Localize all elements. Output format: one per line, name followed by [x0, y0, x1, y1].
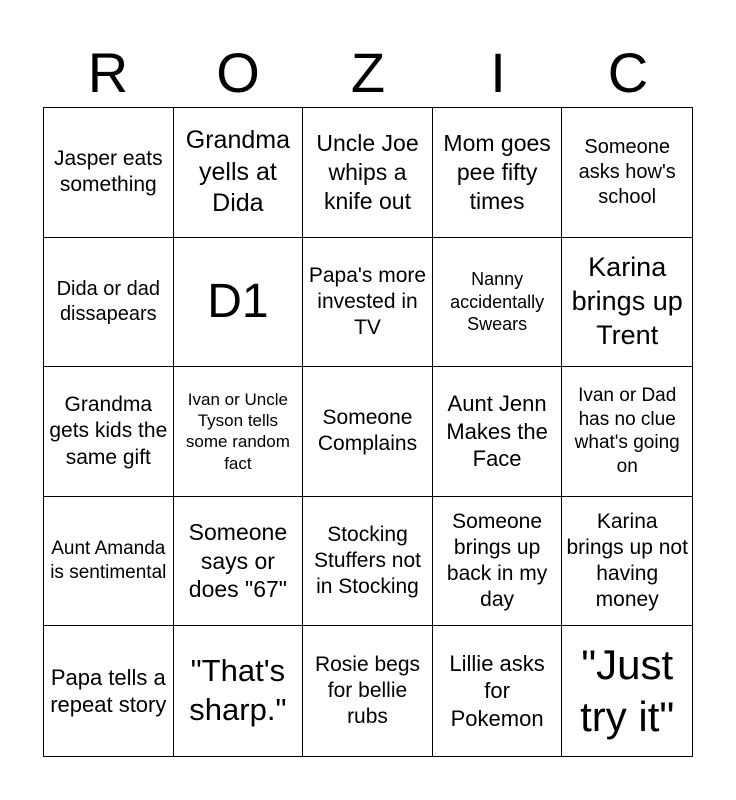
- bingo-cell[interactable]: [303, 238, 433, 368]
- bingo-cell-text: Mom goes pee fifty times: [443, 130, 551, 214]
- bingo-cell[interactable]: [433, 367, 563, 497]
- bingo-cell-text: Someone brings up back in my day: [446, 509, 548, 612]
- bingo-cell[interactable]: [303, 497, 433, 627]
- bingo-cell[interactable]: [174, 626, 304, 756]
- bingo-cell[interactable]: [44, 626, 174, 756]
- bingo-cell-text: Nanny accidentally Swears: [450, 269, 545, 335]
- bingo-cell-text: Someone asks how's school: [578, 135, 676, 208]
- bingo-cell[interactable]: [44, 108, 174, 238]
- bingo-cell[interactable]: [174, 108, 304, 238]
- header-letter-o: O: [216, 41, 260, 104]
- bingo-cell-text: Lillie asks for Pokemon: [449, 650, 545, 731]
- bingo-cell[interactable]: [562, 497, 692, 627]
- bingo-cell[interactable]: [174, 497, 304, 627]
- bingo-cell-text: Grandma yells at Dida: [185, 126, 290, 217]
- bingo-cell[interactable]: [433, 626, 563, 756]
- bingo-cell-text: "Just try it": [580, 640, 675, 741]
- bingo-cell-text: Aunt Amanda is sentimental: [50, 538, 167, 584]
- header-letter-i: I: [490, 41, 506, 104]
- bingo-cell-text: Grandma gets kids the same gift: [49, 393, 168, 469]
- bingo-cell[interactable]: [433, 238, 563, 368]
- bingo-free-cell[interactable]: [174, 238, 304, 368]
- bingo-cell[interactable]: [174, 367, 304, 497]
- bingo-cell[interactable]: [562, 108, 692, 238]
- bingo-cell[interactable]: [44, 238, 174, 368]
- bingo-cell-text: Ivan or Dad has no clue what's going on: [574, 384, 680, 478]
- bingo-cell[interactable]: [44, 497, 174, 627]
- bingo-cell[interactable]: [303, 108, 433, 238]
- bingo-cell[interactable]: [562, 367, 692, 497]
- header-letter-c: C: [607, 41, 649, 104]
- header-letter-z: Z: [350, 41, 386, 104]
- bingo-cell-text: Papa tells a repeat story: [50, 664, 167, 718]
- bingo-cell-text: "That's sharp.": [189, 653, 287, 728]
- bingo-cell-text: Ivan or Uncle Tyson tells some random fact: [185, 389, 290, 473]
- bingo-cell-text: Karina brings up not having money: [566, 509, 688, 612]
- bingo-cell-text: Jasper eats something: [54, 147, 163, 197]
- bingo-board: [43, 107, 693, 757]
- bingo-cell[interactable]: [433, 108, 563, 238]
- bingo-cell[interactable]: [303, 367, 433, 497]
- bingo-cell-text: Someone Complains: [317, 406, 418, 456]
- bingo-cell-text: D1: [207, 274, 269, 328]
- bingo-cell-text: Uncle Joe whips a knife out: [316, 130, 419, 214]
- bingo-cell[interactable]: [303, 626, 433, 756]
- bingo-cell-text: Rosie begs for bellie rubs: [314, 652, 421, 729]
- bingo-cell-text: Aunt Jenn Makes the Face: [446, 391, 548, 472]
- bingo-cell[interactable]: [562, 626, 692, 756]
- bingo-cell-text: Papa's more invested in TV: [308, 263, 427, 340]
- bingo-cell[interactable]: [44, 367, 174, 497]
- bingo-cell-text: Someone says or does "67": [188, 518, 288, 603]
- header-letter-r: R: [87, 41, 129, 104]
- bingo-cell-text: Stocking Stuffers not in Stocking: [313, 522, 421, 599]
- bingo-cell[interactable]: [433, 497, 563, 627]
- bingo-cell-text: Karina brings up Trent: [571, 252, 683, 350]
- bingo-cell[interactable]: [562, 238, 692, 368]
- bingo-header: [43, 38, 693, 108]
- bingo-cell-text: Dida or dad dissapears: [56, 277, 160, 325]
